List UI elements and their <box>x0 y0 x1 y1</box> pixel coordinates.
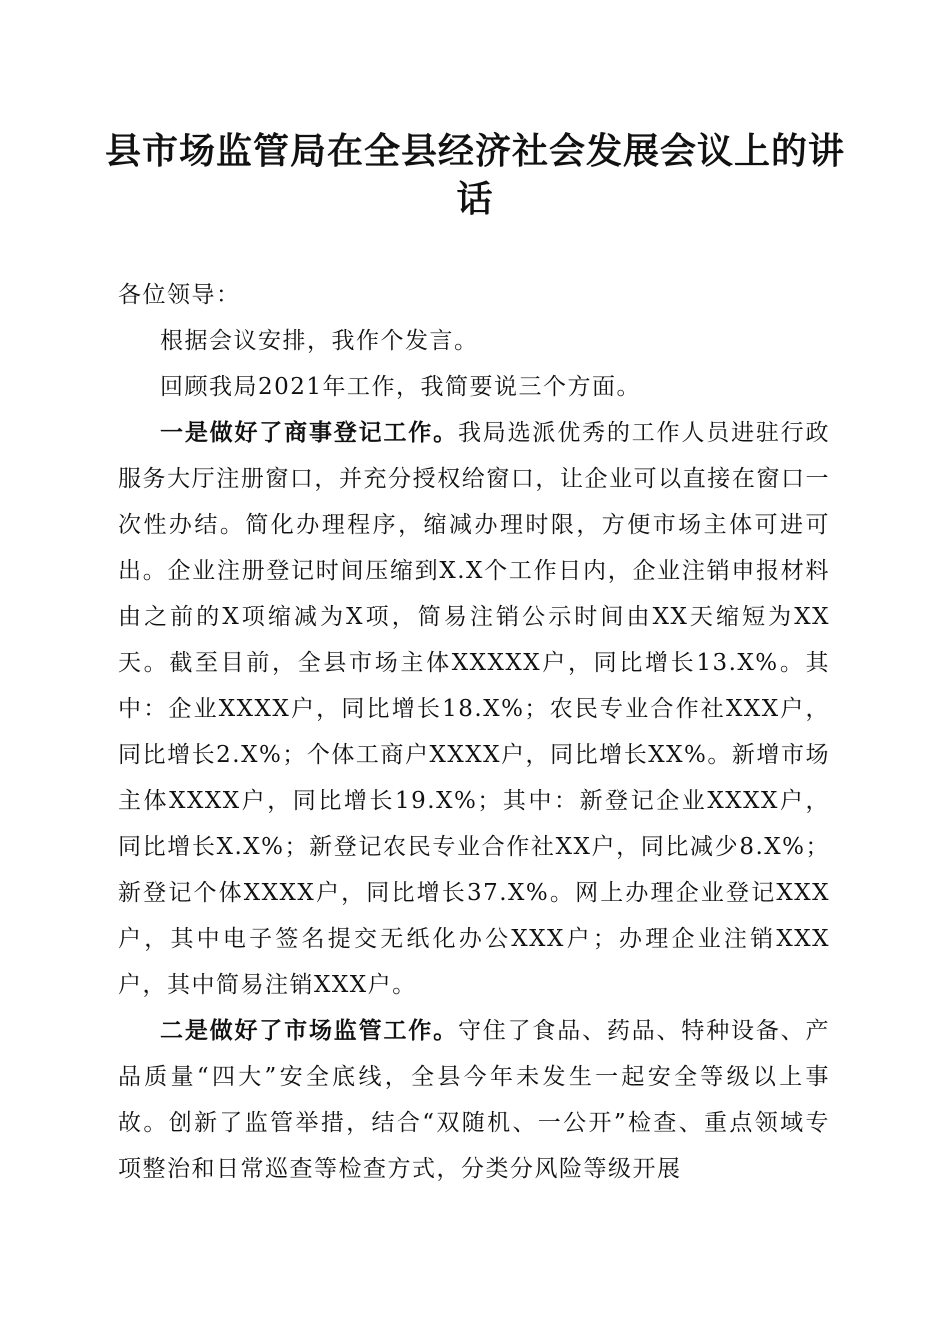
paragraph <box>118 410 830 1008</box>
paragraph <box>118 1008 830 1192</box>
paragraph-text: 回顾我局2021年工作，我简要说三个方面。 <box>160 374 642 400</box>
paragraph-text: 我局选派优秀的工作人员进驻行政服务大厅注册窗口，并充分授权给窗口，让企业可以直接在窗口一次性办结。简化办理程序，缩减办理时限，方便市场主体可进可出。企业注册登记时间压缩到X.X个工作日内，企业注销申报材料由之前的X项缩减为X项，简易注销公示时间由XX天缩短为XX天。截至目前，全县市场主体XXXXX户，同比增长13.X%。其中：企业XXXX户，同比增长18.X%；农民专业合作社XXX户，同比增长2.X%；个体工商户XXXX户，同比增长XX%。新增市场主体XXXX户，同比增长19.X%；其中：新登记企业XXXX户，同比增长X.X%；新登记农民专业合作社XX户，同比减少8.X%；新登记个体XXXX户，同比增长37.X%。网上办理企业登记XXX户，其中电子签名提交无纸化办公XXX户；办理企业注销XXX户，其中简易注销XXX户。 <box>118 420 831 998</box>
document-title: 县市场监管局在全县经济社会发展会议上的讲话 <box>104 131 845 220</box>
salutation: 各位领导： <box>118 282 241 308</box>
paragraph <box>118 318 830 364</box>
paragraph-lead: 二是做好了市场监管工作。 <box>160 1017 458 1044</box>
paragraph-text: 根据会议安排，我作个发言。 <box>160 328 479 354</box>
paragraph-lead: 一是做好了商事登记工作。 <box>160 419 458 446</box>
paragraph-text: 守住了食品、药品、特种设备、产品质量“四大”安全底线，全县今年未发生一起安全等级以上事故。创新了监管举措，结合“双随机、一公开”检查、重点领域专项整治和日常巡查等检查方式，分类分风险等级开展 <box>118 1018 831 1182</box>
document-body <box>118 272 830 1192</box>
paragraph <box>118 364 830 410</box>
